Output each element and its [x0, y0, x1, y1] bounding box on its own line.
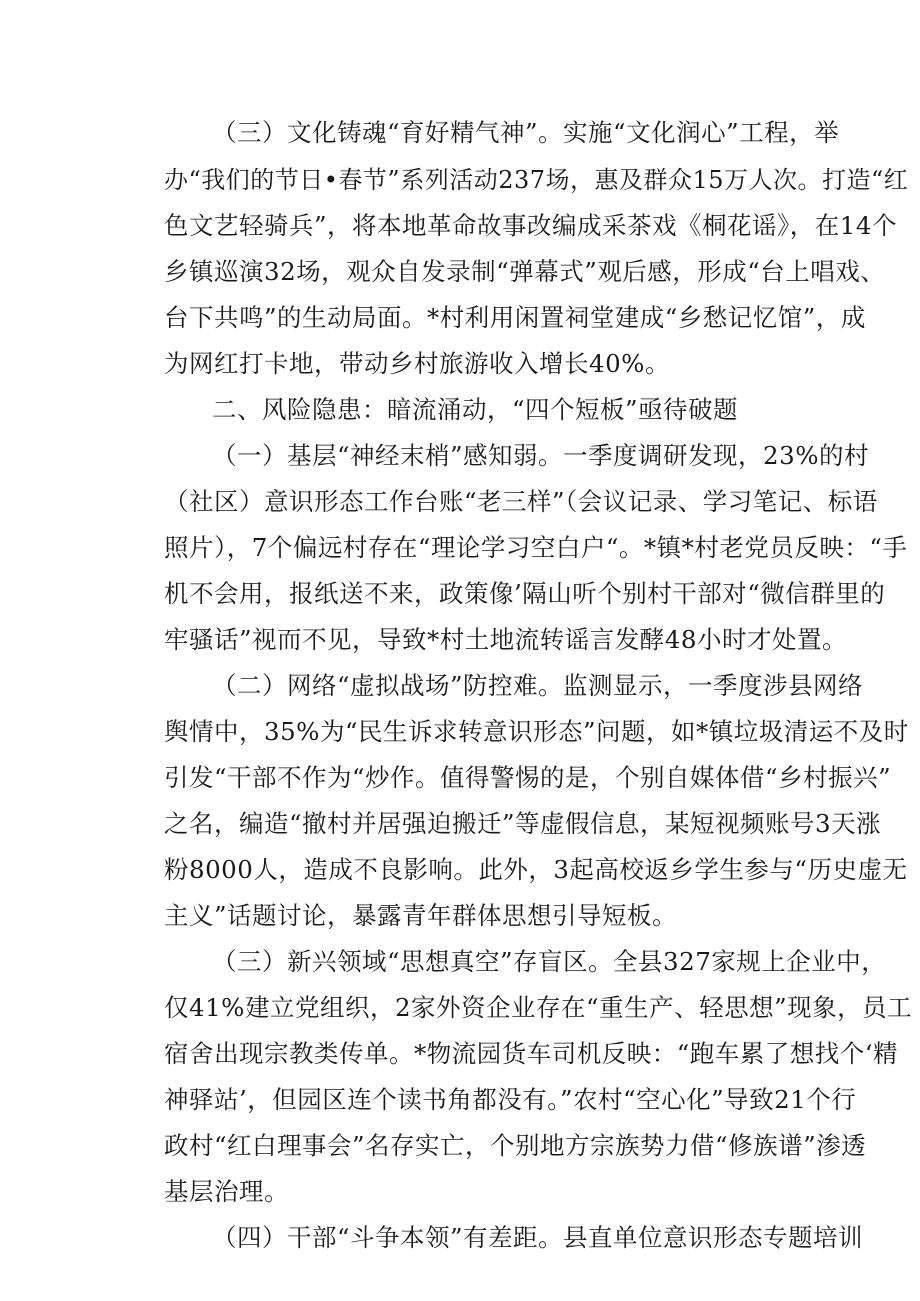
text-line: 舆情中，35%为“民生诉求转意识形态”问题，如*镇垃圾清运不及时: [164, 717, 909, 746]
text-line: （二）网络“虚拟战场”防控难。监测显示，一季度涉县网络: [212, 671, 864, 700]
text-line: 引发“干部不作为“炒作。值得警惕的是，个别自媒体借“乡村振兴”: [164, 763, 892, 792]
text-line: （四）干部“斗争本领”有差距。县直单位意识形态专题培训: [212, 1223, 864, 1252]
text-line: （三）新兴领域“思想真空”存盲区。全县327家规上企业中，: [212, 947, 887, 976]
text-line: 之名，编造“撤村并居强迫搬迁”等虚假信息，某短视频账号3天涨: [164, 809, 882, 838]
text-line: 乡镇巡演32场，观众自发录制“弹幕式”观后感，形成“台上唱戏、: [164, 257, 886, 286]
text-line: 办“我们的节日•春节”系列活动237场，惠及群众15万人次。打造“红: [164, 166, 909, 194]
text-line: 基层治理。: [164, 1177, 289, 1206]
text-line: 台下共鸣”的生动局面。*村利用闲置祠堂建成“乡愁记忆馆”，成: [164, 303, 866, 332]
section-heading: 二、风险隐患：暗流涌动，“四个短板”亟待破题: [212, 395, 739, 424]
text-line: （社区）意识形态工作台账“老三样”（会议记录、学习笔记、标语: [164, 487, 878, 516]
text-line: 宿舍出现宗教类传单。*物流园货车司机反映：“跑车累了想找个‘精: [164, 1039, 899, 1068]
text-line: 政村“红白理事会”名存实亡，个别地方宗族势力借“修族谱”渗透: [164, 1131, 867, 1160]
text-line: （三）文化铸魂“育好精气神”。实施“文化润心”工程，举: [212, 118, 840, 147]
text-line: 机不会用，报纸送不来，政策像’隔山听个别村干部对“微信群里的: [164, 579, 886, 608]
text-line: 色文艺轻骑兵”，将本地革命故事改编成采茶戏《桐花谣》，在14个: [164, 211, 897, 240]
text-line: 仅41%建立党组织，2家外资企业存在“重生产、轻思想”现象，员工: [164, 993, 913, 1022]
text-line: 牢骚话”视而不见，导致*村土地流转谣言发酵48小时才处置。: [164, 625, 847, 654]
text-line: 照片），7个偏远村存在“理论学习空白户“。*镇*村老党员反映：“手: [164, 533, 908, 562]
text-line: 主义”话题讨论，暴露青年群体思想引导短板。: [164, 901, 678, 930]
text-line: 粉8000人，造成不良影响。此外，3起高校返乡学生参与“历史虚无: [164, 855, 908, 884]
text-line: （一）基层“神经末梢”感知弱。一季度调研发现，23%的村: [212, 441, 870, 470]
text-line: 为网红打卡地，带动乡村旅游收入增长40%。: [164, 349, 670, 378]
text-line: 神驿站’，但园区连个读书角都没有。”农村“空心化”导致21个行: [164, 1085, 857, 1114]
